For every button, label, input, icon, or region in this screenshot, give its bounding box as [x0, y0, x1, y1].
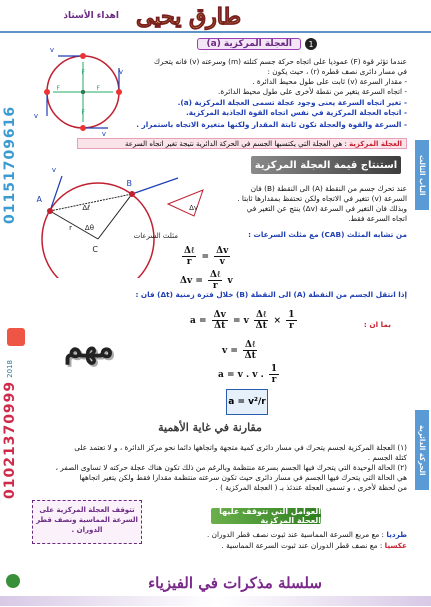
- footer-title: سلسلة مذكرات في الفيزياء: [148, 574, 322, 592]
- section2-line-4: اتجاه السرعة فقط.: [348, 214, 407, 223]
- footer-bar: [0, 596, 431, 606]
- comparison-line-1: (١) العجلة المركزية لجسم يتحرك في مسار دائرى كمية متجهة واتجاهها دائما نحو مركز الدائرة ، و لا تعتمد على: [74, 443, 407, 452]
- equation-4: v = $\frac{\text{Δℓ}}{\Delta t}$: [222, 340, 256, 361]
- comparison-line-5: من لحظة لأخرى ، و تسمى العجلة عندئذ بـ ( العجلة المركزية ) .: [215, 483, 407, 492]
- phone-number-1: 01151709616: [2, 105, 18, 225]
- footer: [0, 574, 431, 606]
- comparison-title: مقارنة في غاية الأهمية: [158, 421, 262, 434]
- section1-line-2: في مسار دائرى نصف قطره (r) ، حيث يكون :: [267, 67, 407, 76]
- factor-2: [167, 541, 407, 551]
- label-f-right: F: [96, 85, 100, 92]
- label-c: C: [92, 245, 98, 254]
- section1-line-7: - السرعة والقوة والعجلة تكون ثابتة المقدار ولكنها متغيرة الاتجاه باستمرار .: [136, 120, 407, 129]
- section2-line-1: عند تحرك جسم من النقطة (A) الى النقطة (B) فان: [250, 184, 407, 193]
- label-b: B: [126, 179, 132, 188]
- section1-title-text: العجلة المركزية (a): [197, 38, 301, 50]
- label-f-top: F: [81, 69, 85, 76]
- definition-text: : هي العجلة التي يكتسبها الجسم في الحركة الدائرية نتيجة تغير اتجاه السرعة: [125, 140, 347, 148]
- section2-title: استنتاج قيمة العجلة المركزية: [251, 156, 401, 174]
- label-v: v: [51, 166, 56, 174]
- section1-line-5: - تغير اتجاه السرعة يعنى وجود عجلة تسمى العجلة المركزية (a).: [177, 98, 407, 107]
- factor-1-text: : مع مربع السرعة المماسية عند ثبوت نصف قطر الدوران .: [207, 530, 385, 539]
- definition-label: العجلة المركزية: [349, 140, 402, 148]
- unit-tab: الحركة الدائرية: [415, 410, 429, 490]
- important-stamp: مهم: [64, 330, 114, 365]
- radius-b: [98, 194, 132, 239]
- mass-right: [116, 89, 122, 95]
- point-b: [129, 191, 135, 197]
- section2-line-3: وبذلك فان التغير في السرعة (Δv) ينتج عن التغير في: [246, 204, 407, 213]
- chapter-tab: الباب الثالث: [415, 140, 429, 210]
- point-a: [47, 208, 53, 214]
- velocity-triangle: [168, 190, 203, 216]
- comparison-line-3: (٢) الحالة الوحيدة التي يتحرك فيها الجسم بسرعة منتظمة وبالرغم من ذلك تكون هناك عجلة حركته لا تساوى الصفر ،: [55, 463, 407, 472]
- equation-5: a = v . v . $\frac{1}{r}$: [218, 364, 278, 385]
- header-divider: [0, 31, 431, 33]
- section1-line-4: - اتجاه السرعة يتغير من نقطة لأخرى على طول محيط الدائرة.: [218, 87, 407, 96]
- year-label: 2018: [6, 360, 14, 378]
- label-a: A: [36, 195, 42, 204]
- section2-line-2: السرعة (v) تتغير في الاتجاه ولكن تحتفظ بمقدارها ثابتا .: [237, 194, 407, 203]
- velocity-at-a: [50, 176, 62, 211]
- factor-2-text: : مع نصف قطر الدوران عند ثبوت السرعة المماسية .: [221, 541, 383, 550]
- phone-number-2: 01021370999: [2, 380, 18, 500]
- equation-2: Δv = $\frac{\text{Δℓ}}{r}$ v: [180, 270, 233, 291]
- mass-top: [80, 53, 86, 59]
- factors-title: العوامل التي تتوقف عليها العجلة المركزية: [211, 508, 321, 524]
- label-v-top: v: [49, 46, 54, 54]
- section1-line-6: - اتجاه العجلة المركزية في نفس اتجاه القوة الجاذبة المركزية.: [185, 108, 407, 117]
- similar-triangles-text: من تشابه المثلث (CAB) مع مثلث السرعات :: [248, 230, 407, 239]
- section1-title: [197, 36, 317, 52]
- header: [0, 4, 431, 30]
- footer-logo-icon: [6, 574, 20, 588]
- label-v-right: v: [118, 68, 123, 76]
- section1-line-1: عندما تؤثر قوة (F) عموديا على اتجاه حركة جسم كتلته (m) وسرعته (v) فانه يتحرك: [154, 57, 407, 66]
- label-dtheta: Δθ: [84, 224, 94, 232]
- comparison-line-2: كتلة الجسم .: [367, 453, 407, 462]
- author-name: طارق يحيى: [136, 4, 241, 30]
- label-f-left: F: [56, 85, 60, 92]
- transit-text: إذا انتقل الجسم من النقطة (A) الى النقطة (B) خلال فترة زمنية (Δt) فان :: [135, 290, 407, 299]
- equation-3: a = $\frac{\Delta v}{\Delta t}$ = v $\frac{\text{Δℓ}}{\Delta t}$ × $\frac{1}{r}$: [190, 310, 295, 331]
- label-v-left: v: [33, 112, 38, 120]
- factor-1: [167, 530, 407, 540]
- section-number: 1: [305, 38, 317, 50]
- comparison-line-4: هي الحالة التي يتحرك فيها الجسم في مسار دائرى حيث تكون سرعته منتظمة مقدارا فقط ولكن يتغير اتجاهها: [79, 473, 407, 482]
- factor-2-label: عكسيا: [384, 541, 407, 550]
- section1-line-3: - مقدار السرعة (v) ثابت على طول محيط الدائرة .: [252, 77, 407, 86]
- since-label: بما ان :: [363, 320, 391, 329]
- final-formula-box: a = v²/r: [226, 389, 268, 415]
- definition-bar: [77, 138, 407, 149]
- label-f-bottom: F: [81, 109, 85, 116]
- label-r: r: [69, 224, 72, 232]
- velocity-at-b: [132, 178, 178, 194]
- author-prefix: اهداء الأستاذ: [63, 11, 119, 21]
- mass-left: [44, 89, 50, 95]
- arc-circle: [42, 183, 154, 278]
- factor-1-label: طرديا: [386, 530, 407, 539]
- note-box: تتوقف العجلة المركزية على السرعة المماسية ونصف قطر الدوران .: [32, 500, 142, 544]
- label-dl: Δℓ: [82, 204, 90, 212]
- phone-strip: [2, 80, 28, 550]
- label-v-bottom: v: [101, 130, 106, 138]
- triangle-label: مثلث السرعات: [133, 232, 178, 240]
- label-dv: Δv: [189, 204, 198, 212]
- equation-1: $\frac{\text{Δℓ}}{r}$ = $\frac{\Delta v}{v}$: [184, 246, 229, 267]
